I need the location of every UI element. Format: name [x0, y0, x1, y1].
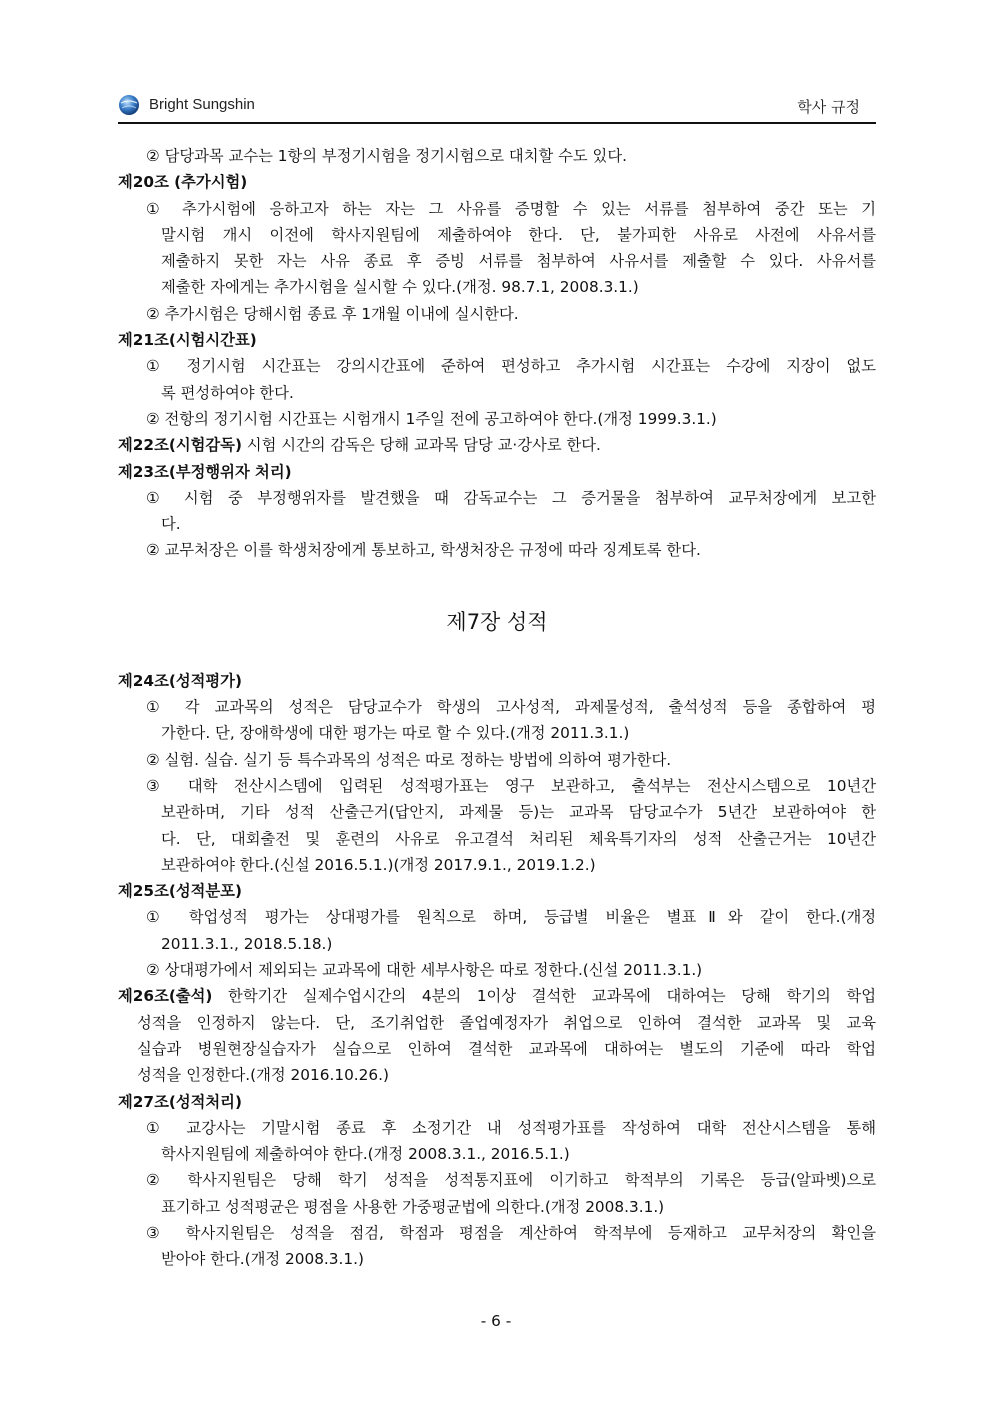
article-27-item-3-line-1: ③ 학사지원팀은 성적을 점검, 학점과 평점을 계산하여 학적부에 등재하고 교무처장의 확인을	[146, 1223, 876, 1242]
article-24-item-3-line-1: ③ 대학 전산시스템에 입력된 성적평가표는 영구 보관하고, 출석부는 전산시스템으로 10년간	[146, 776, 876, 795]
article-22	[118, 432, 876, 458]
article-20-item-1-line-1: ① 추가시험에 응하고자 하는 자는 그 사유를 증명할 수 있는 서류를 첨부하여 중간 또는 기	[146, 199, 876, 218]
article-26-line-2: 성적을 인정하지 않는다. 단, 조기취업한 졸업예정자가 취업으로 인하여 결석한 교과목 및 교육	[137, 1013, 876, 1032]
article-22-text: 시험 시간의 감독은 당해 교과목 담당 교·강사로 한다.	[241, 436, 601, 455]
brand-name: Bright Sungshin	[149, 96, 255, 113]
article-26-line-1	[118, 983, 876, 1009]
article-26-line-3: 실습과 병원현장실습자가 실습으로 인하여 결석한 교과목에 대하여는 별도의 기준에 따라 학업	[137, 1039, 876, 1058]
article-20-item-2: ② 추가시험은 당해시험 종료 후 1개월 이내에 실시한다.	[146, 304, 519, 323]
article-21-item-1-line-2: 록 편성하여야 한다.	[161, 383, 294, 402]
article-23-item-1-line-2: 다.	[161, 515, 181, 534]
regulation-body	[118, 143, 876, 1273]
article-22-heading: 제22조(시험감독)	[118, 436, 242, 455]
article-24-item-3-line-4: 보관하여야 한다.(신설 2016.5.1.)(개정 2017.9.1., 2019.1.2.)	[161, 855, 596, 874]
article-21-heading: 제21조(시험시간표)	[118, 331, 257, 350]
article-27-item-2-line-1: ② 학사지원팀은 당해 학기 성적을 성적통지표에 이기하고 학적부의 기록은 등급(알파벳)으로	[146, 1171, 876, 1190]
article-21-item-2: ② 전항의 정기시험 시간표는 시험개시 1주일 전에 공고하여야 한다.(개정 1999.3.1.)	[146, 409, 717, 428]
article-23-item-1-line-1: ① 시험 중 부정행위자를 발견했을 때 감독교수는 그 증거물을 첨부하여 교무처장에게 보고한	[146, 488, 876, 507]
article-27-heading: 제27조(성적처리)	[118, 1092, 242, 1111]
article-21-item-1-line-1: ① 정기시험 시간표는 강의시간표에 준하여 편성하고 추가시험 시간표는 수강에 지장이 없도	[146, 357, 876, 376]
article-24-item-3-line-2: 보관하며, 기타 성적 산출근거(답안지, 과제물 등)는 교과목 담당교수가 5년간 보관하여야 한	[161, 803, 876, 822]
article-27-item-1-line-1: ① 교강사는 기말시험 종료 후 소정기간 내 성적평가표를 작성하여 대학 전산시스템을 통해	[146, 1118, 876, 1137]
article-27-item-2-line-2: 표기하고 성적평균은 평점을 사용한 가중평균법에 의한다.(개정 2008.3.1.)	[161, 1197, 665, 1216]
article-20-item-1-line-2: 말시험 개시 이전에 학사지원팀에 제출하여야 한다. 단, 불가피한 사유로 사전에 사유서를	[161, 225, 876, 244]
page-number: - 6 -	[480, 1312, 512, 1330]
article-24-item-1-line-2: 가한다. 단, 장애학생에 대한 평가는 따로 할 수 있다.(개정 2011.3.1.)	[161, 724, 630, 743]
chapter-7-title: 제7장 성적	[446, 609, 548, 634]
article-24-item-3-line-3: 다. 단, 대회출전 및 훈련의 사유로 유고결석 처리된 체육특기자의 성적 산출근거는 10년간	[161, 829, 876, 848]
article-19-item-2: ② 담당과목 교수는 1항의 부정기시험을 정기시험으로 대치할 수도 있다.	[146, 147, 627, 165]
article-26-text: 한학기간 실제수업시간의 4분의 1이상 결석한 교과목에 대하여는 당해 학기의 학업	[212, 987, 876, 1006]
article-24-heading: 제24조(성적평가)	[118, 671, 242, 690]
article-26-line-4: 성적을 인정한다.(개정 2016.10.26.)	[137, 1066, 389, 1085]
article-27-item-3-line-2: 받아야 한다.(개정 2008.3.1.)	[161, 1250, 364, 1269]
globe-logo-icon	[118, 94, 140, 116]
article-20-item-1-line-4: 제출한 자에게는 추가시험을 실시할 수 있다.(개정. 98.7.1, 2008.3.1.)	[161, 278, 639, 297]
article-23-item-2: ② 교무처장은 이를 학생처장에게 통보하고, 학생처장은 규정에 따라 징계토록 한다.	[146, 541, 701, 560]
article-25-item-1-line-1: ① 학업성적 평가는 상대평가를 원칙으로 하며, 등급별 비율은 별표Ⅱ와 같이 한다.(개정	[146, 908, 876, 927]
article-27-item-1-line-2: 학사지원팀에 제출하여야 한다.(개정 2008.3.1., 2016.5.1.)	[161, 1145, 570, 1164]
article-24-item-2: ② 실험. 실습. 실기 등 특수과목의 성적은 따로 정하는 방법에 의하여 평가한다.	[146, 750, 672, 769]
article-20-heading: 제20조 (추가시험)	[118, 173, 248, 192]
article-25-heading: 제25조(성적분포)	[118, 882, 242, 901]
article-24-item-1-line-1: ① 각 교과목의 성적은 담당교수가 학생의 고사성적, 과제물성적, 출석성적 등을 종합하여 평	[146, 698, 876, 717]
article-26-heading: 제26조(출석)	[118, 987, 213, 1006]
article-25-item-1-line-2: 2011.3.1., 2018.5.18.)	[161, 934, 333, 953]
article-23-heading: 제23조(부정행위자 처리)	[118, 462, 292, 481]
article-20-item-1-line-3: 제출하지 못한 자는 사유 종료 후 증빙 서류를 첨부하여 사유서를 제출할 수 있다. 사유서를	[161, 252, 876, 271]
page-header	[118, 90, 876, 124]
article-25-item-2: ② 상대평가에서 제외되는 교과목에 대한 세부사항은 따로 정한다.(신설 2011.3.1.)	[146, 961, 703, 980]
document-title: 학사 규정	[797, 98, 860, 116]
